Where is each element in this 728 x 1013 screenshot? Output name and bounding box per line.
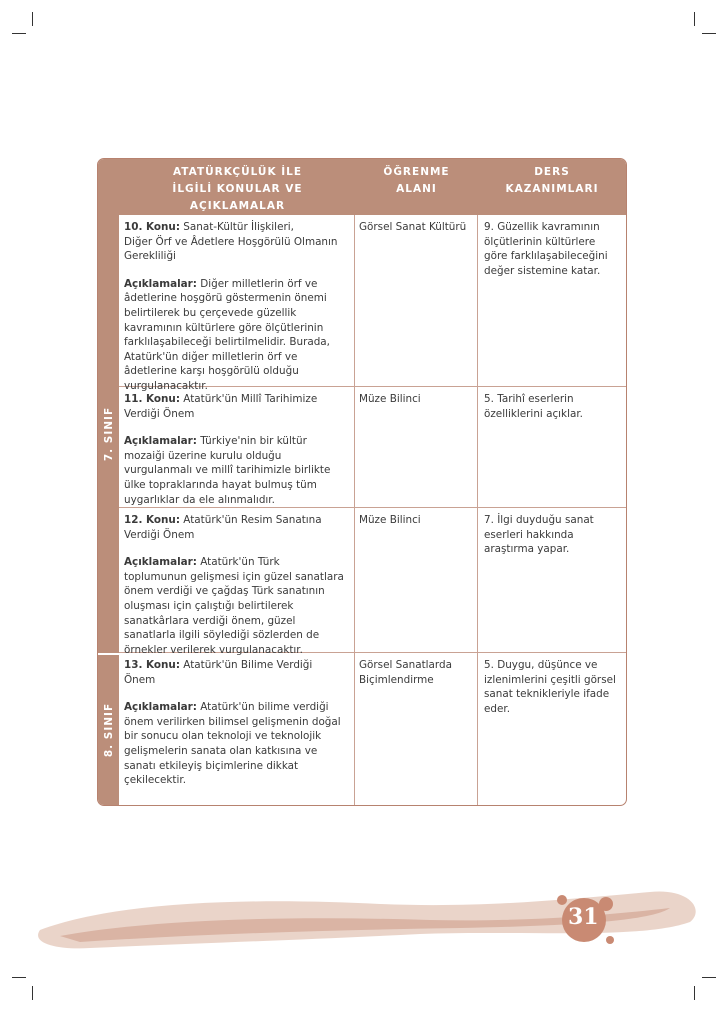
text-line: sanatı etkileyiş biçimlerine dikkat bbox=[124, 759, 299, 772]
text-line: değer sistemine katar. bbox=[484, 264, 601, 277]
grade-8-band bbox=[98, 655, 119, 805]
outcome-cell bbox=[478, 215, 626, 386]
text-line: Gerekliliği bbox=[124, 250, 176, 263]
text-line: Önem bbox=[124, 673, 156, 686]
topic-cell bbox=[119, 653, 355, 805]
header-line: DERS bbox=[534, 166, 570, 178]
text-line: Atatürk'ün bilime verdiği bbox=[196, 701, 329, 714]
learning-area-cell bbox=[355, 215, 478, 386]
learning-area-cell bbox=[355, 387, 478, 507]
text-line: toplumunun gelişmesi için güzel sanatlara bbox=[124, 570, 344, 583]
topic-cell bbox=[119, 215, 355, 392]
crop-mark bbox=[12, 977, 26, 978]
paint-splash bbox=[557, 895, 567, 905]
topic-cell bbox=[119, 508, 355, 656]
aciklama-label: Açıklamalar: bbox=[124, 701, 197, 714]
text-line: Müze Bilinci bbox=[359, 514, 421, 526]
text-line: önem verdiği ve çağdaş Türk sanatının bbox=[124, 585, 325, 598]
konu-label: 10. Konu: bbox=[124, 221, 180, 233]
page-number: 31 bbox=[568, 904, 599, 930]
text-line: sanatkârlara verdiği önem, güzel bbox=[124, 614, 296, 627]
text-line: 9. Güzellik kavramının bbox=[484, 221, 600, 233]
crop-mark bbox=[12, 33, 26, 34]
table-body bbox=[98, 215, 626, 805]
text-line: Verdiği Önem bbox=[124, 528, 195, 541]
text-line: Biçimlendirme bbox=[359, 673, 434, 686]
text-line: Görsel Sanat Kültürü bbox=[359, 221, 467, 233]
paint-splash bbox=[606, 936, 614, 944]
text-line: Görsel Sanatlarda bbox=[359, 659, 452, 671]
table-row bbox=[119, 387, 626, 508]
paint-splash bbox=[599, 897, 613, 911]
text-line: izlenimlerini çeşitli görsel bbox=[484, 673, 616, 686]
text-line: sanatlarla ilgili söylediği sözlerden de bbox=[124, 629, 320, 642]
grade-8-label: 8. SINIF bbox=[102, 702, 115, 758]
header-learning-area bbox=[355, 159, 478, 215]
text-line: örnekler verilerek vurgulanacaktır. bbox=[124, 643, 303, 656]
aciklama-label: Açıklamalar: bbox=[124, 435, 197, 448]
text-line: farklılaşabileceği belirtilmelidir. Burada, bbox=[124, 336, 330, 349]
header-line: ÖĞRENME bbox=[383, 166, 450, 178]
crop-mark bbox=[32, 986, 33, 1000]
header-line: ATATÜRKÇÜLÜK İLE bbox=[172, 166, 303, 178]
table-rows bbox=[119, 215, 626, 805]
text-line: Atatürk'ün Bilime Verdiği bbox=[179, 659, 313, 671]
text-line: kavramının kültürlere göre ölçütlerinin bbox=[124, 321, 324, 334]
text-line: âdetlerine hoşgörü göstermenin önemi bbox=[124, 292, 327, 305]
header-line: KAZANIMLARI bbox=[505, 183, 599, 195]
text-line: göre farklılaşabileceğini bbox=[484, 250, 608, 263]
text-line: özelliklerini açıklar. bbox=[484, 407, 583, 420]
text-line: bir sonucu olan teknoloji ve teknolojik bbox=[124, 730, 322, 743]
header-line: AÇIKLAMALAR bbox=[189, 200, 286, 212]
text-line: 7. İlgi duyduğu sanat bbox=[484, 514, 594, 526]
table-header bbox=[98, 159, 626, 215]
brush-stroke-decoration bbox=[0, 860, 728, 970]
grade-column bbox=[98, 215, 119, 805]
outcome-cell bbox=[478, 653, 626, 805]
text-line: oluşması için çalıştığı belirtilerek bbox=[124, 599, 294, 612]
konu-label: 13. Konu: bbox=[124, 659, 180, 671]
header-line: ALANI bbox=[396, 183, 437, 195]
text-line: Atatürk'ün Resim Sanatına bbox=[179, 514, 322, 526]
table-row bbox=[119, 508, 626, 656]
header-line: İLGİLİ KONULAR VE bbox=[172, 183, 303, 195]
learning-area-cell bbox=[355, 653, 478, 805]
grade-7-label: 7. SINIF bbox=[102, 406, 115, 462]
konu-label: 11. Konu: bbox=[124, 393, 180, 405]
learning-area-cell bbox=[355, 508, 478, 652]
table-row bbox=[119, 215, 626, 392]
table-row bbox=[119, 653, 626, 805]
text-line: Sanat-Kültür İlişkileri, bbox=[179, 221, 294, 233]
text-line: 5. Tarihî eserlerin bbox=[484, 393, 574, 405]
text-line: sanat teknikleriyle ifade bbox=[484, 688, 610, 701]
text-line: mozaiği üzerine kurulu olduğu bbox=[124, 449, 282, 462]
text-line: ölçütlerinin kültürlere bbox=[484, 235, 596, 248]
text-line: eder. bbox=[484, 702, 511, 715]
text-line: Verdiği Önem bbox=[124, 407, 195, 420]
outcome-cell bbox=[478, 387, 626, 507]
text-line: gelişmelerin sanata olan katkısına ve bbox=[124, 744, 318, 757]
outcome-cell bbox=[478, 508, 626, 652]
curriculum-table bbox=[97, 158, 627, 806]
text-line: Türkiye'nin bir kültür bbox=[196, 435, 307, 448]
text-line: 5. Duygu, düşünce ve bbox=[484, 659, 598, 671]
text-line: ülke topraklarında hayat bulmuş tüm bbox=[124, 478, 317, 491]
text-line: uygarlıklar da ele alınmalıdır. bbox=[124, 493, 275, 506]
text-line: Atatürk'ün Türk bbox=[196, 556, 280, 569]
aciklama-label: Açıklamalar: bbox=[124, 277, 197, 290]
text-line: Müze Bilinci bbox=[359, 393, 421, 405]
text-line: eserleri hakkında bbox=[484, 528, 574, 541]
grade-7-band bbox=[98, 215, 119, 653]
topic-cell bbox=[119, 387, 355, 507]
header-topics bbox=[98, 159, 355, 215]
text-line: Atatürk'ün Millî Tarihimize bbox=[179, 393, 318, 405]
crop-mark bbox=[694, 12, 695, 26]
text-line: vurgulanmalı ve millî tarihimizle birlikte bbox=[124, 464, 331, 477]
text-line: önem verilirken bilimsel gelişmenin doğal bbox=[124, 715, 341, 728]
crop-mark bbox=[702, 977, 716, 978]
text-line: belirtilerek bu çerçevede güzellik bbox=[124, 306, 297, 319]
text-line: çekilecektir. bbox=[124, 774, 186, 787]
crop-mark bbox=[694, 986, 695, 1000]
text-line: Diğer milletlerin örf ve bbox=[196, 277, 318, 290]
text-line: Diğer Örf ve Âdetlere Hoşgörülü Olmanın bbox=[124, 235, 338, 248]
crop-mark bbox=[32, 12, 33, 26]
aciklama-label: Açıklamalar: bbox=[124, 556, 197, 569]
konu-label: 12. Konu: bbox=[124, 514, 180, 526]
crop-mark bbox=[702, 33, 716, 34]
text-line: âdetlerine karşı hoşgörülü olduğu bbox=[124, 365, 299, 378]
text-line: vurgulanacaktır. bbox=[124, 379, 208, 392]
header-outcomes bbox=[478, 159, 626, 215]
text-line: araştırma yapar. bbox=[484, 543, 570, 556]
text-line: Atatürk'ün diğer milletlerin örf ve bbox=[124, 350, 298, 363]
